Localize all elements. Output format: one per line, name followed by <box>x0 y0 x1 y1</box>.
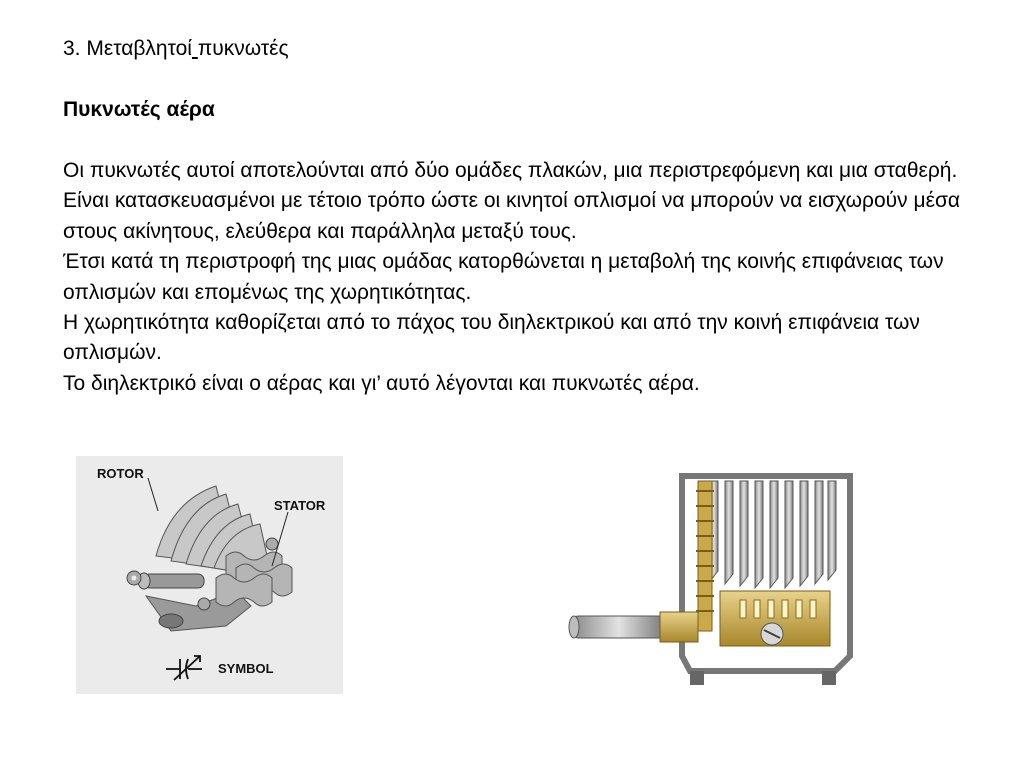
air-capacitor-illustration <box>560 466 860 692</box>
heading-text: 3. Μεταβλητοί <box>63 37 192 60</box>
variable-capacitor-symbol-icon <box>166 656 202 680</box>
paragraph: Έτσι κατά τη περιστροφή της μιας ομάδας κατορθώνεται η μεταβολή της κοινής επιφάνειας των οπλισμών και επομένως της χωρητικότητας. <box>63 250 944 304</box>
variable-capacitor-diagram <box>76 456 343 694</box>
slide-heading <box>63 37 289 61</box>
paragraph: Οι πυκνωτές αυτοί αποτελούνται από δύο ομάδες πλακών, μια περιστρεφόμενη και μια σταθερή. <box>63 159 958 182</box>
heading-text-end: πυκνωτές <box>197 37 289 60</box>
paragraph: Η χωρητικότητα καθορίζεται από το πάχος του διηλεκτρικού και από την κοινή επιφάνεια των οπλισμών. <box>63 311 920 365</box>
diagram-drawing <box>76 456 343 694</box>
stator-label: STATOR <box>274 498 326 513</box>
symbol-label: SYMBOL <box>218 661 274 676</box>
paragraph: Είναι κατασκευασμένοι με τέτοιο τρόπο ώστε οι κινητοί οπλισμοί να μπορούν να εισχωρούν μέσα στους ακίνητους, ελεύθερα και παράλληλα μεταξύ τους. <box>63 189 961 243</box>
rotor-label: ROTOR <box>97 466 144 481</box>
body-text <box>63 156 963 399</box>
section-subtitle: Πυκνωτές αέρα <box>63 98 215 121</box>
paragraph: Το διηλεκτρικό είναι ο αέρας και γι’ αυτό λέγονται και πυκνωτές αέρα. <box>63 371 700 395</box>
